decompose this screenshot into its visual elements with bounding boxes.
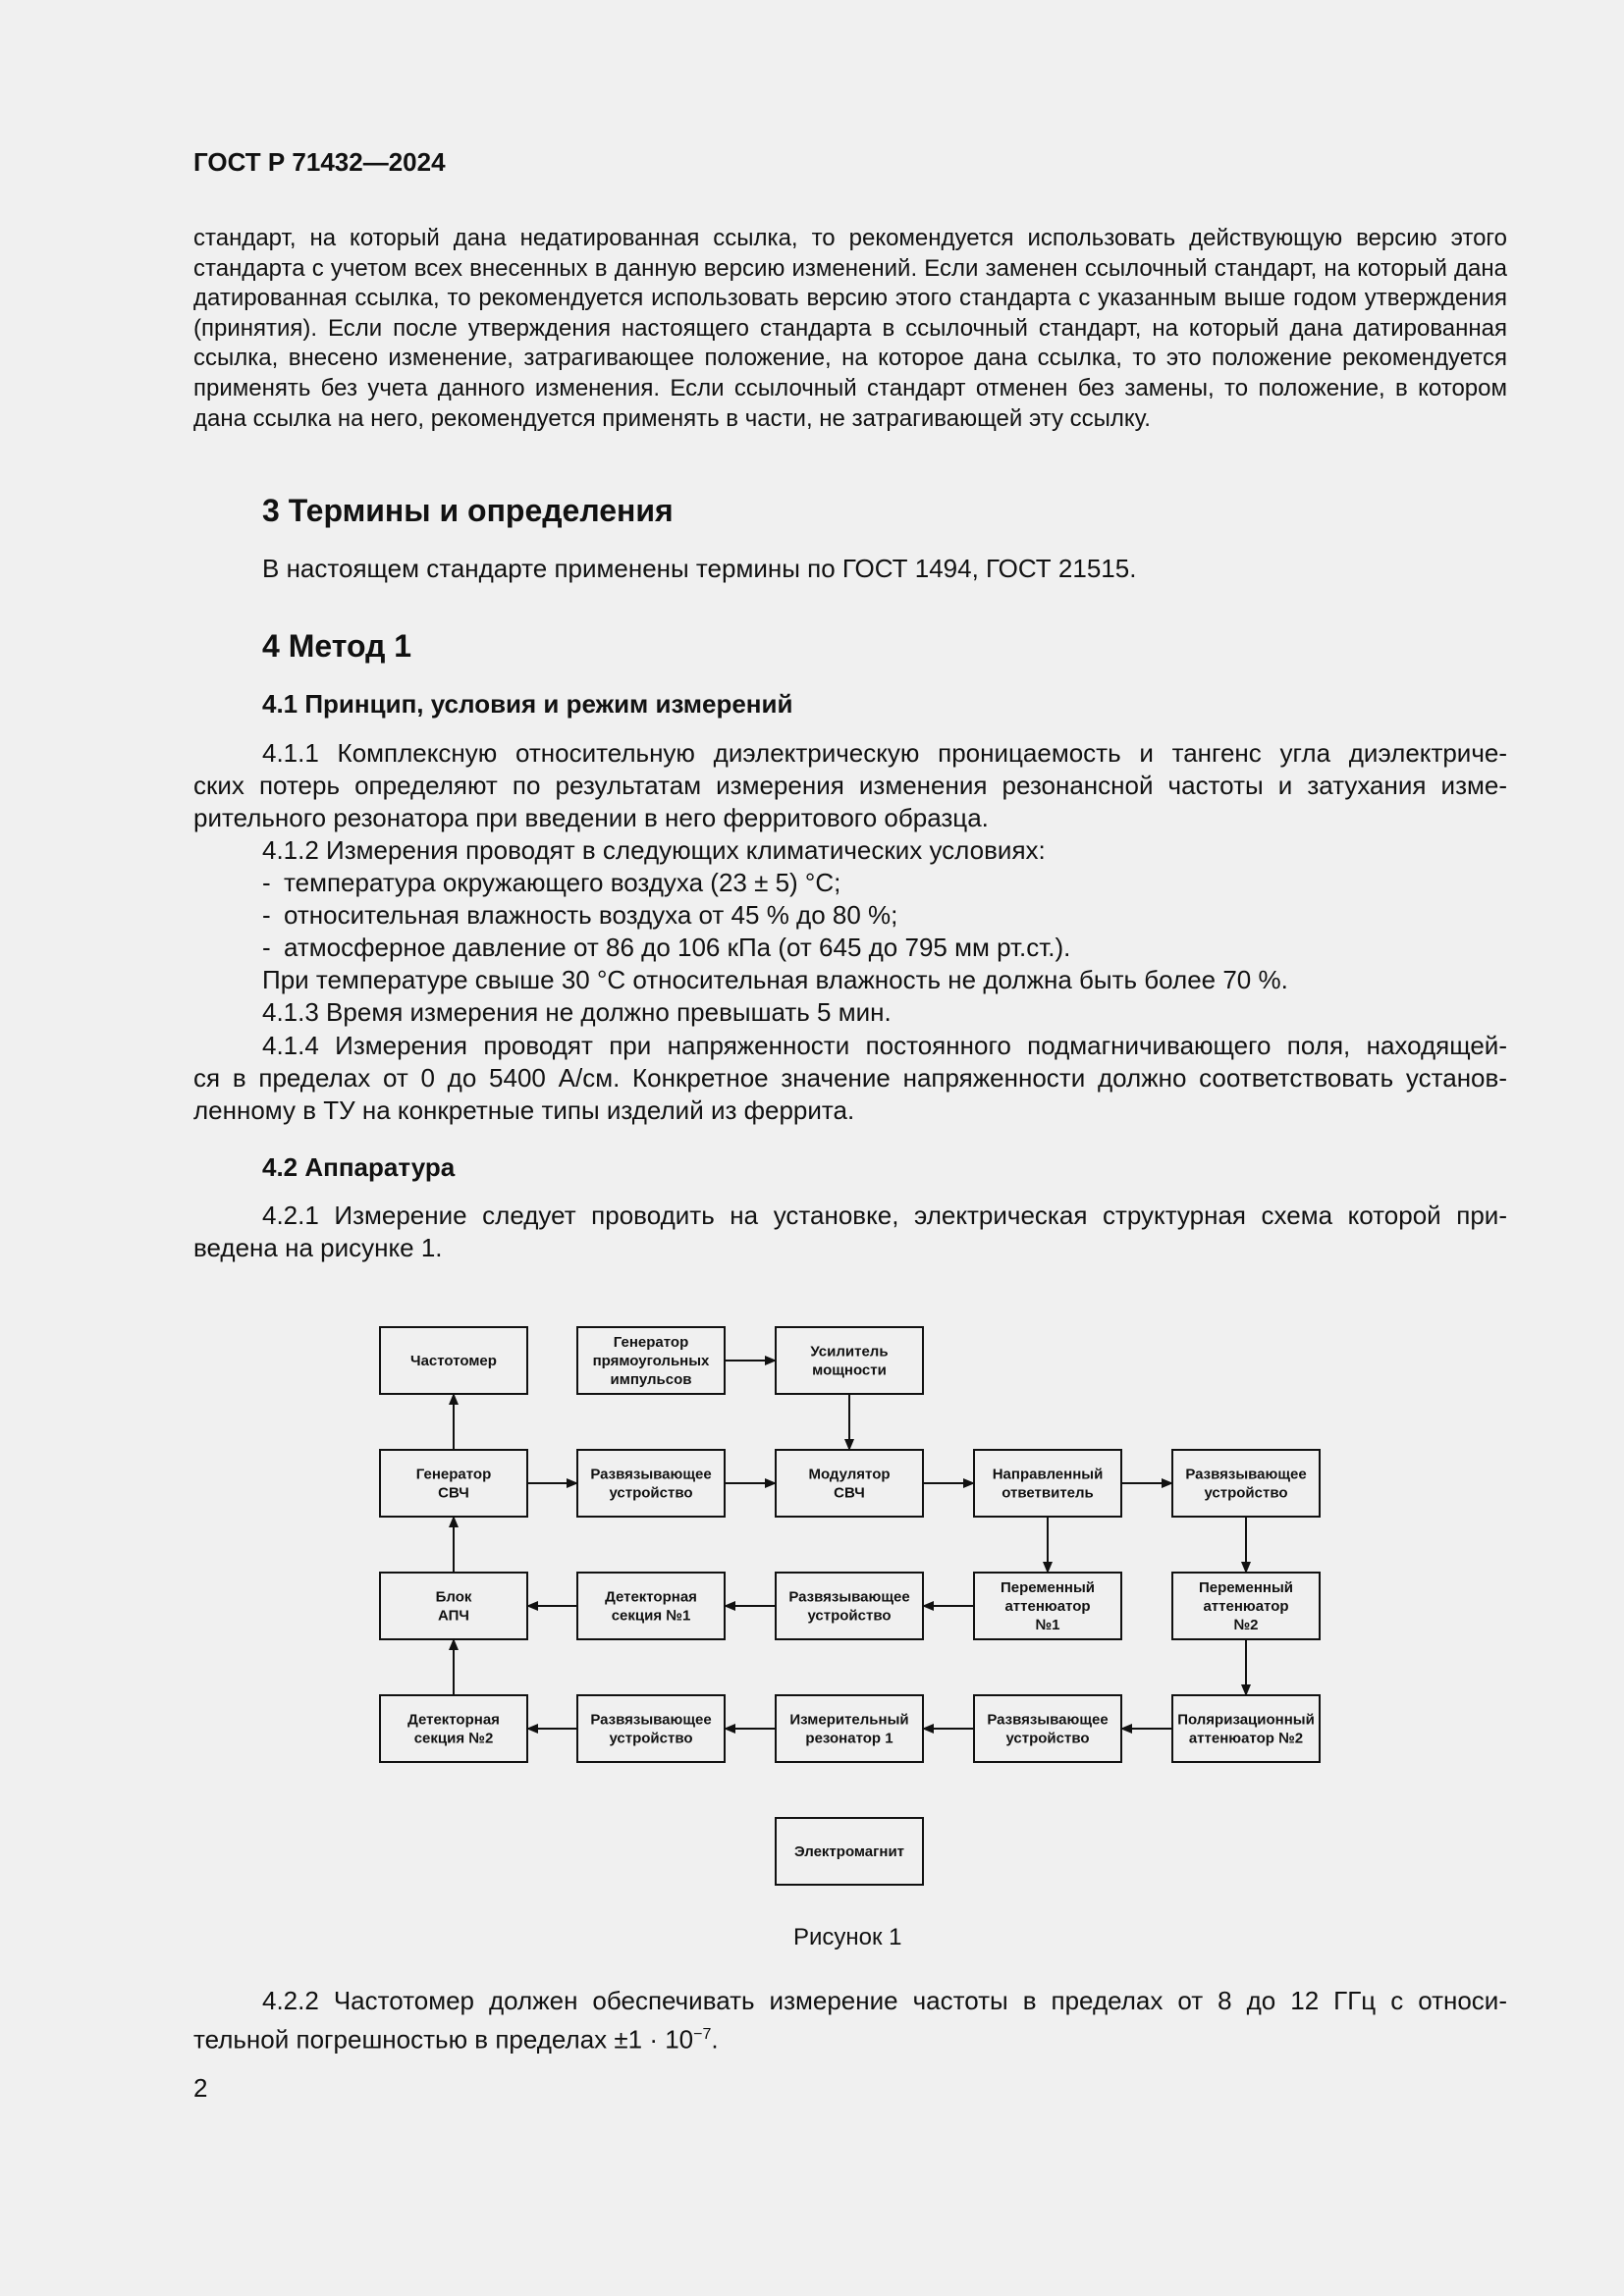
- para-4-2-2-line2: тельной погрешностью в пределах $\pm 1 \cdot 10^{-7}$.: [193, 2024, 719, 2055]
- para-4-1-2: 4.1.2 Измерения проводят в следующих климатических условиях:: [262, 835, 1046, 865]
- block-label: ответвитель: [1001, 1484, 1094, 1502]
- block-label: устройство: [807, 1607, 892, 1625]
- para-4-1-3: 4.1.3 Время измерения не должно превышать 5 мин.: [262, 997, 892, 1027]
- block-label: Детекторная: [605, 1588, 697, 1606]
- block-label: устройство: [1005, 1730, 1090, 1747]
- block-isolator1: [577, 1450, 725, 1517]
- block-diagram: [363, 1313, 1335, 1902]
- block-label: №2: [1233, 1617, 1259, 1633]
- block-dir-coupler: [974, 1450, 1121, 1517]
- para-4-1-4-line2: ся в пределах от 0 до 5400 А/см. Конкретное значение напряженности должно соответствовать установ-: [193, 1063, 1507, 1093]
- block-afc-block: [380, 1573, 527, 1639]
- para-4-1-1-line3: рительного резонатора при введении в него ферритового образца.: [193, 803, 989, 832]
- block-label: резонатор 1: [805, 1730, 893, 1747]
- section-4-title: 4 Метод 1: [262, 628, 412, 664]
- subsection-4-1-title: 4.1 Принцип, условия и режим измерений: [262, 689, 793, 719]
- bullet-item: - температура окружающего воздуха (23 ± 5) °С;: [262, 868, 841, 897]
- block-label: прямоугольных: [592, 1353, 710, 1369]
- para-4-1-4-line1: 4.1.4 Измерения проводят при напряженности постоянного подмагничивающего поля, находящей-: [262, 1031, 1507, 1060]
- block-label: Генератор: [613, 1334, 689, 1351]
- block-label: секция №2: [413, 1730, 494, 1747]
- para-4-2-1-line1: 4.2.1 Измерение следует проводить на установке, электрическая структурная схема которой при-: [262, 1201, 1507, 1230]
- block-label: Генератор: [415, 1466, 492, 1483]
- block-label: устройство: [609, 1484, 693, 1502]
- block-label: импульсов: [610, 1371, 692, 1388]
- block-label: секция №1: [611, 1607, 691, 1625]
- para-4-2-2-line1: 4.2.2 Частотомер должен обеспечивать измерение частоты в пределах от 8 до 12 ГГц с относи-: [262, 1986, 1507, 2015]
- block-mw-gen: [380, 1450, 527, 1517]
- block-label: Переменный: [1198, 1579, 1294, 1596]
- block-isolator2: [1172, 1450, 1320, 1517]
- block-resonator: [776, 1695, 923, 1762]
- block-label: Усилитель: [810, 1343, 889, 1361]
- figure-caption: Рисунок 1: [793, 1924, 902, 1950]
- block-label: аттенюатор: [1203, 1598, 1289, 1615]
- block-label: аттенюатор №2: [1188, 1730, 1304, 1747]
- block-label: Развязывающее: [590, 1711, 712, 1729]
- para-4-2-1-line2: ведена на рисунке 1.: [193, 1233, 443, 1262]
- humidity-note: При температуре свыше 30 °С относительная влажность не должна быть более 70 %.: [262, 965, 1288, 994]
- block-detector2: [380, 1695, 527, 1762]
- block-label: СВЧ: [834, 1484, 865, 1502]
- subsection-4-2-title: 4.2 Аппаратура: [262, 1152, 456, 1182]
- block-label: мощности: [812, 1362, 887, 1379]
- block-isolator3: [776, 1573, 923, 1639]
- block-label: устройство: [1204, 1484, 1288, 1502]
- block-label: аттенюатор: [1004, 1598, 1091, 1615]
- block-label: АПЧ: [438, 1607, 469, 1625]
- block-label: Измерительный: [789, 1711, 909, 1729]
- block-label: Развязывающее: [987, 1711, 1109, 1729]
- block-label: Блок: [435, 1588, 472, 1606]
- block-mw-modulator: [776, 1450, 923, 1517]
- block-label: Переменный: [1000, 1579, 1096, 1596]
- bullet-item: - атмосферное давление от 86 до 106 кПа (от 645 до 795 мм рт.ст.).: [262, 933, 1071, 962]
- block-label: Детекторная: [407, 1711, 500, 1729]
- block-label: Частотомер: [410, 1353, 497, 1369]
- section-3-title: 3 Термины и определения: [262, 493, 674, 528]
- block-label: Развязывающее: [590, 1466, 712, 1483]
- block-label: №1: [1035, 1617, 1060, 1633]
- block-label: Поляризационный: [1177, 1711, 1315, 1729]
- bullet-item: - относительная влажность воздуха от 45 % до 80 %;: [262, 900, 898, 930]
- block-pol-att2: [1172, 1695, 1320, 1762]
- block-label: Развязывающее: [1185, 1466, 1307, 1483]
- block-label: Электромагнит: [793, 1843, 905, 1860]
- intro-paragraph: стандарт, на который дана недатированная ссылка, то рекомендуется использовать действующую версию этого стандарта с учетом всех внесенных в данную версию изменений. Если заменен ссылочный стандарт, на который дана датированная ссылка, то рекомендуется использовать версию этого стандарта с указанным выше годом утверждения (принятия). Если после утверждения настоящего стандарта в ссылочный стандарт, на который дана датированная ссылка, внесено изменение, затрагивающее положение, на которое дана ссылка, то это положение рекомендуется применять без учета данного изменения. Если ссылочный стандарт отменен без замены, то положение, в котором дана ссылка на него, рекомендуется применять в части, не затрагивающей эту ссылку.: [193, 225, 1507, 432]
- block-isolator5: [974, 1695, 1121, 1762]
- block-power-amp: [776, 1327, 923, 1394]
- block-label: Модулятор: [808, 1466, 891, 1483]
- para-4-1-4-line3: ленному в ТУ на конкретные типы изделий из феррита.: [193, 1095, 855, 1125]
- block-label: Развязывающее: [788, 1588, 910, 1606]
- section-3-text: В настоящем стандарте применены термины по ГОСТ 1494, ГОСТ 21515.: [262, 554, 1137, 583]
- block-label: Направленный: [992, 1466, 1104, 1483]
- block-label: СВЧ: [438, 1484, 469, 1502]
- document-header: ГОСТ Р 71432—2024: [193, 147, 446, 177]
- para-4-1-1-line2: ских потерь определяют по результатам измерения изменения резонансной частоты и затухания изме-: [193, 771, 1507, 800]
- para-4-1-1-line1: 4.1.1 Комплексную относительную диэлектрическую проницаемость и тангенс угла диэлектриче-: [262, 738, 1507, 768]
- block-isolator4: [577, 1695, 725, 1762]
- block-label: устройство: [609, 1730, 693, 1747]
- block-detector1: [577, 1573, 725, 1639]
- page-number: 2: [193, 2073, 208, 2103]
